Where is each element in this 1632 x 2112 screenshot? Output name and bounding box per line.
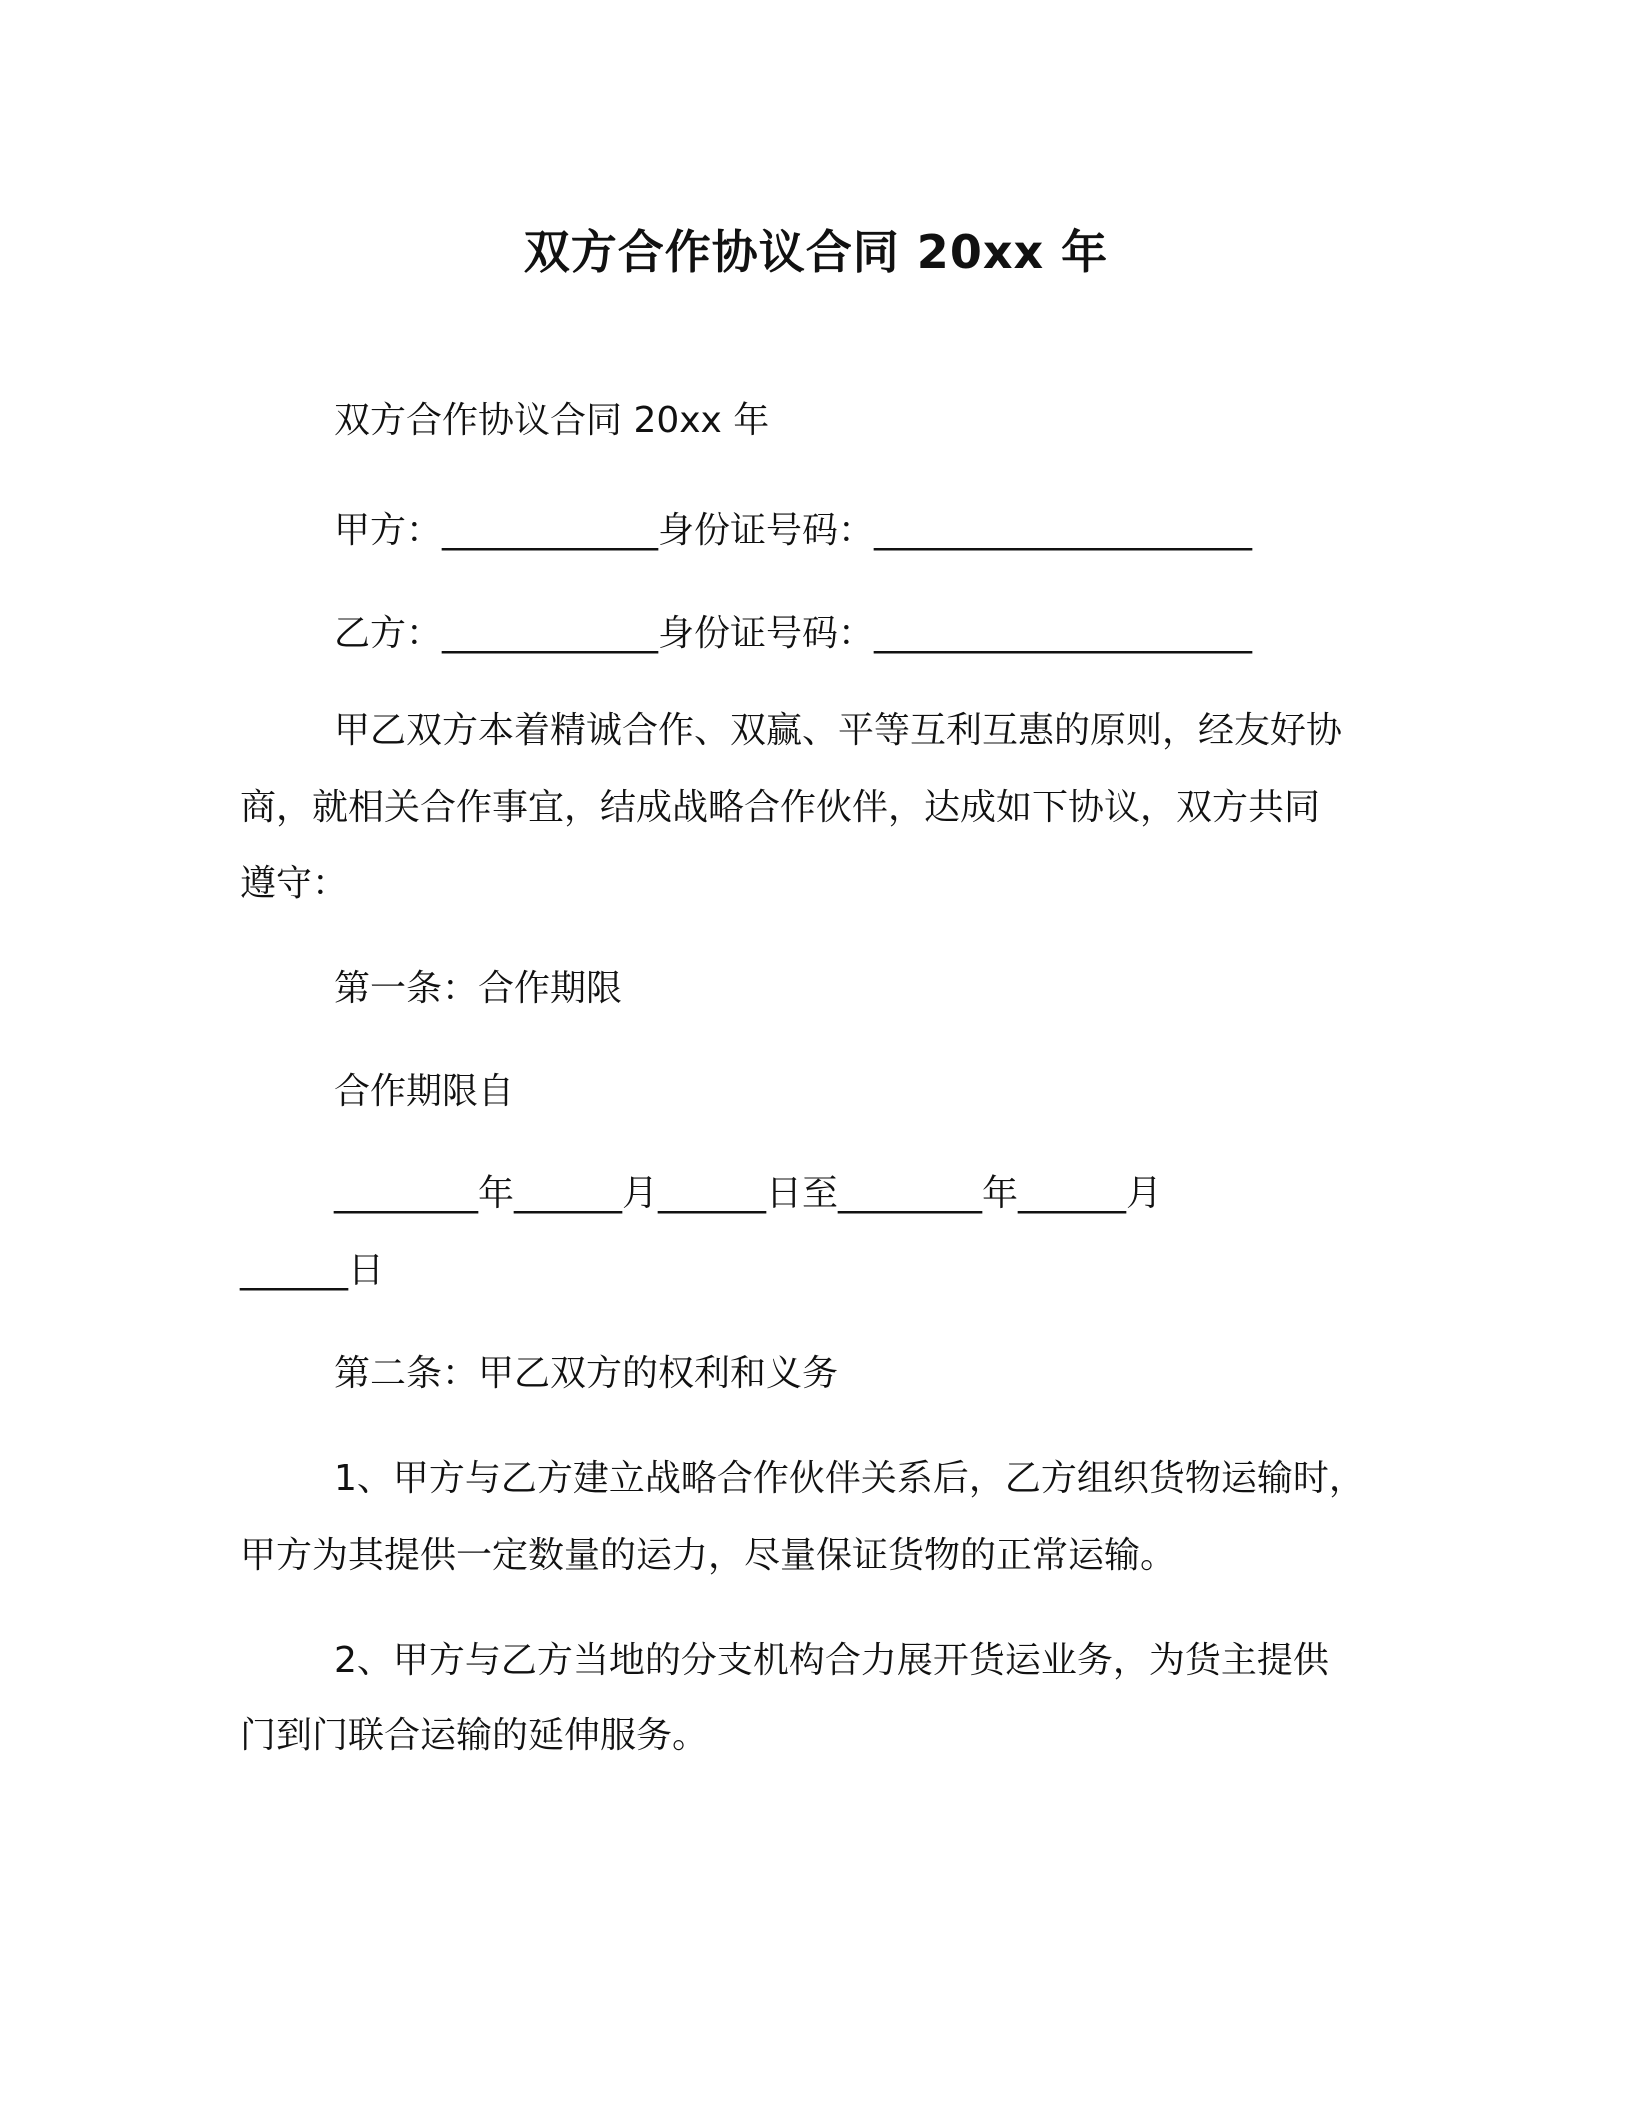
clause1-line-1: 1、甲方与乙方建立战略合作伙伴关系后，乙方组织货物运输时，	[334, 1458, 1365, 1499]
intro-line-1: 甲乙双方本着精诚合作、双赢、平等互利互惠的原则，经友好协	[334, 710, 1343, 751]
intro-line-3: 遵守：	[240, 863, 349, 904]
clause2-line-2: 门到门联合运输的延伸服务。	[240, 1715, 709, 1756]
clause2-line-1: 2、甲方与乙方当地的分支机构合力展开货运业务，为货主提供	[334, 1640, 1329, 1681]
article1-dates-line-2: ______日	[240, 1250, 385, 1291]
document-title: 双方合作协议合同 20xx 年	[523, 225, 1109, 279]
article1-dates-line-1: ________年______月______日至________年______月	[334, 1173, 1162, 1214]
article2-heading: 第二条：甲乙双方的权利和义务	[334, 1353, 839, 1394]
article1-heading: 第一条：合作期限	[334, 968, 623, 1009]
article1-text: 合作期限自	[334, 1071, 515, 1112]
clause1-line-2: 甲方为其提供一定数量的运力，尽量保证货物的正常运输。	[240, 1535, 1177, 1576]
party-b-line: 乙方：____________身份证号码：_____________________	[334, 613, 1253, 654]
intro-line-2: 商，就相关合作事宜，结成战略合作伙伴，达成如下协议，双方共同	[240, 787, 1321, 828]
party-a-line: 甲方：____________身份证号码：_____________________	[334, 510, 1253, 551]
document-subtitle: 双方合作协议合同 20xx 年	[334, 400, 770, 441]
